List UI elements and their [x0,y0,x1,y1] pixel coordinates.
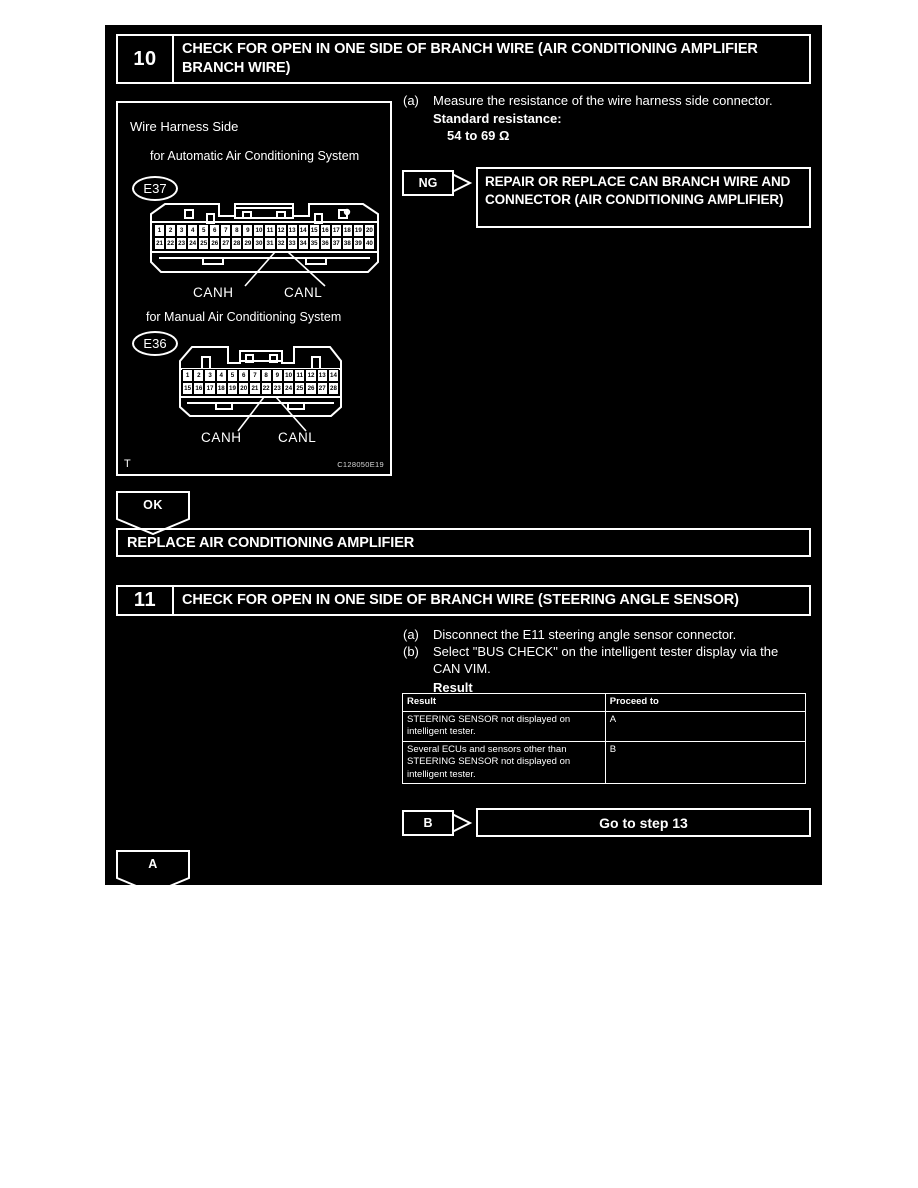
pin-cell: 14 [298,224,309,237]
result-cell: Several ECUs and sensors other than STEERING SENSOR not displayed on intelligent tester. [403,741,606,784]
instruction-item [403,92,803,109]
instruction-marker: (b) [403,644,419,660]
table-row [403,741,806,784]
connector-caption-automatic: for Automatic Air Conditioning System [150,149,360,163]
spacer [403,110,433,127]
ok-label: OK [143,498,163,512]
pin-cell: 9 [242,224,253,237]
pin-cell: 28 [231,237,242,250]
pin-cell: 21 [249,382,260,395]
pin-cell: 33 [287,237,298,250]
step-10-instructions [403,92,803,144]
pin-cell: 21 [154,237,165,250]
pin-cell: 4 [187,224,198,237]
step-10-header [116,34,811,84]
pin-cell: 28 [328,382,339,395]
step-10-number: 10 [118,36,174,82]
leader-lines-e36 [176,391,345,433]
branch-a-label: A [148,857,158,871]
result-label: Result [433,680,473,696]
column-header-proceed: Proceed to [605,694,805,712]
pin-cell: 13 [287,224,298,237]
pin-cell: 37 [331,237,342,250]
pin-cell: 26 [305,382,316,395]
pin-cell: 8 [261,369,272,382]
figure-title: Wire Harness Side [130,119,239,134]
pin-cell: 17 [331,224,342,237]
pin-callout-canh-e36: CANH [201,430,242,445]
figure-corner-mark: T [124,458,131,470]
pin-cell: 10 [253,224,264,237]
figure-code: C128050E19 [337,460,384,469]
pin-cell: 20 [238,382,249,395]
pin-row-top-e36 [182,369,339,382]
instruction-text: Select "BUS CHECK" on the intelligent tester display via the CAN VIM. [433,644,779,677]
pin-cell: 6 [238,369,249,382]
pin-cell: 11 [264,224,275,237]
step-11-instructions [403,626,805,697]
instruction-item [403,626,805,643]
pin-cell: 2 [193,369,204,382]
step-10-title: CHECK FOR OPEN IN ONE SIDE OF BRANCH WIRE (AIR CONDITIONING AMPLIFIER BRANCH WIRE) [182,41,758,76]
step-11-title: CHECK FOR OPEN IN ONE SIDE OF BRANCH WIRE (STEERING ANGLE SENSOR) [182,592,739,609]
result-cell: STEERING SENSOR not displayed on intelligent tester. [403,711,606,741]
pin-cell: 19 [353,224,364,237]
pin-cell: 35 [309,237,320,250]
pin-cell: 15 [182,382,193,395]
pin-cell: 9 [272,369,283,382]
pin-callout-canl-e36: CANL [278,430,317,445]
pin-cell: 22 [261,382,272,395]
pin-cell: 12 [305,369,316,382]
pin-cell: 39 [353,237,364,250]
standard-resistance-label: Standard resistance: [433,111,562,127]
pin-cell: 18 [342,224,353,237]
pin-cell: 7 [249,369,260,382]
spacer [403,127,433,144]
pin-cell: 15 [309,224,320,237]
pin-cell: 3 [204,369,215,382]
pin-cell: 30 [253,237,264,250]
instruction-item [403,643,805,677]
pin-cell: 40 [364,237,375,250]
pin-callout-canh-e37: CANH [193,285,234,300]
connector-id-e37: E37 [132,176,178,201]
pin-cell: 19 [227,382,238,395]
pin-cell: 27 [317,382,328,395]
instruction-marker: (a) [403,627,419,642]
pin-cell: 18 [216,382,227,395]
connector-id-e36: E36 [132,331,178,356]
connector-figure-panel [116,101,392,476]
pin-cell: 17 [204,382,215,395]
result-table [402,693,806,784]
step-11-number: 11 [118,587,174,614]
pin-cell: 23 [176,237,187,250]
pin-cell: 38 [342,237,353,250]
pin-cell: 29 [242,237,253,250]
leader-lines-e37 [147,246,382,288]
pin-callout-canl-e37: CANL [284,285,323,300]
pin-cell: 23 [272,382,283,395]
connector-caption-manual: for Manual Air Conditioning System [146,310,342,324]
column-header-result: Result [403,694,606,712]
pin-cell: 1 [182,369,193,382]
table-header-row [403,694,806,712]
ng-action-box: REPAIR OR REPLACE CAN BRANCH WIRE AND CONNECTOR (AIR CONDITIONING AMPLIFIER) [476,167,811,228]
branch-b-label: B [402,810,454,836]
standard-resistance-row [403,110,803,127]
pin-cell: 25 [198,237,209,250]
pin-cell: 16 [193,382,204,395]
proceed-cell: A [605,711,805,741]
step-11-header [116,585,811,616]
pin-cell: 26 [209,237,220,250]
pin-cell: 5 [227,369,238,382]
table-row [403,711,806,741]
pin-cell: 14 [328,369,339,382]
ok-action-bar: REPLACE AIR CONDITIONING AMPLIFIER [116,528,811,557]
pin-cell: 34 [298,237,309,250]
pin-cell: 24 [187,237,198,250]
standard-resistance-value-row [403,127,803,144]
pin-cell: 20 [364,224,375,237]
pin-cell: 6 [209,224,220,237]
pin-cell: 7 [220,224,231,237]
manual-page [105,25,822,885]
proceed-cell: B [605,741,805,784]
pin-cell: 3 [176,224,187,237]
pin-cell: 36 [320,237,331,250]
pin-cell: 31 [264,237,275,250]
pin-cell: 25 [294,382,305,395]
ng-label: NG [402,170,454,196]
pin-cell: 16 [320,224,331,237]
instruction-text: Disconnect the E11 steering angle sensor connector. [433,627,737,642]
pin-cell: 1 [154,224,165,237]
pin-cell: 4 [216,369,227,382]
pin-cell: 24 [283,382,294,395]
pin-cell: 22 [165,237,176,250]
pin-cell: 10 [283,369,294,382]
pin-cell: 13 [317,369,328,382]
pin-cell: 2 [165,224,176,237]
pin-cell: 8 [231,224,242,237]
instruction-marker: (a) [403,93,419,108]
pin-cell: 5 [198,224,209,237]
instruction-text: Measure the resistance of the wire harness side connector. [433,93,773,108]
pin-cell: 11 [294,369,305,382]
pin-cell: 12 [276,224,287,237]
branch-a-arrow [116,850,190,894]
standard-resistance-value: 54 to 69 Ω [447,128,510,144]
pin-cell: 32 [276,237,287,250]
go-to-step-bar: Go to step 13 [476,808,811,837]
pin-row-top-e37 [154,224,375,237]
pin-cell: 27 [220,237,231,250]
